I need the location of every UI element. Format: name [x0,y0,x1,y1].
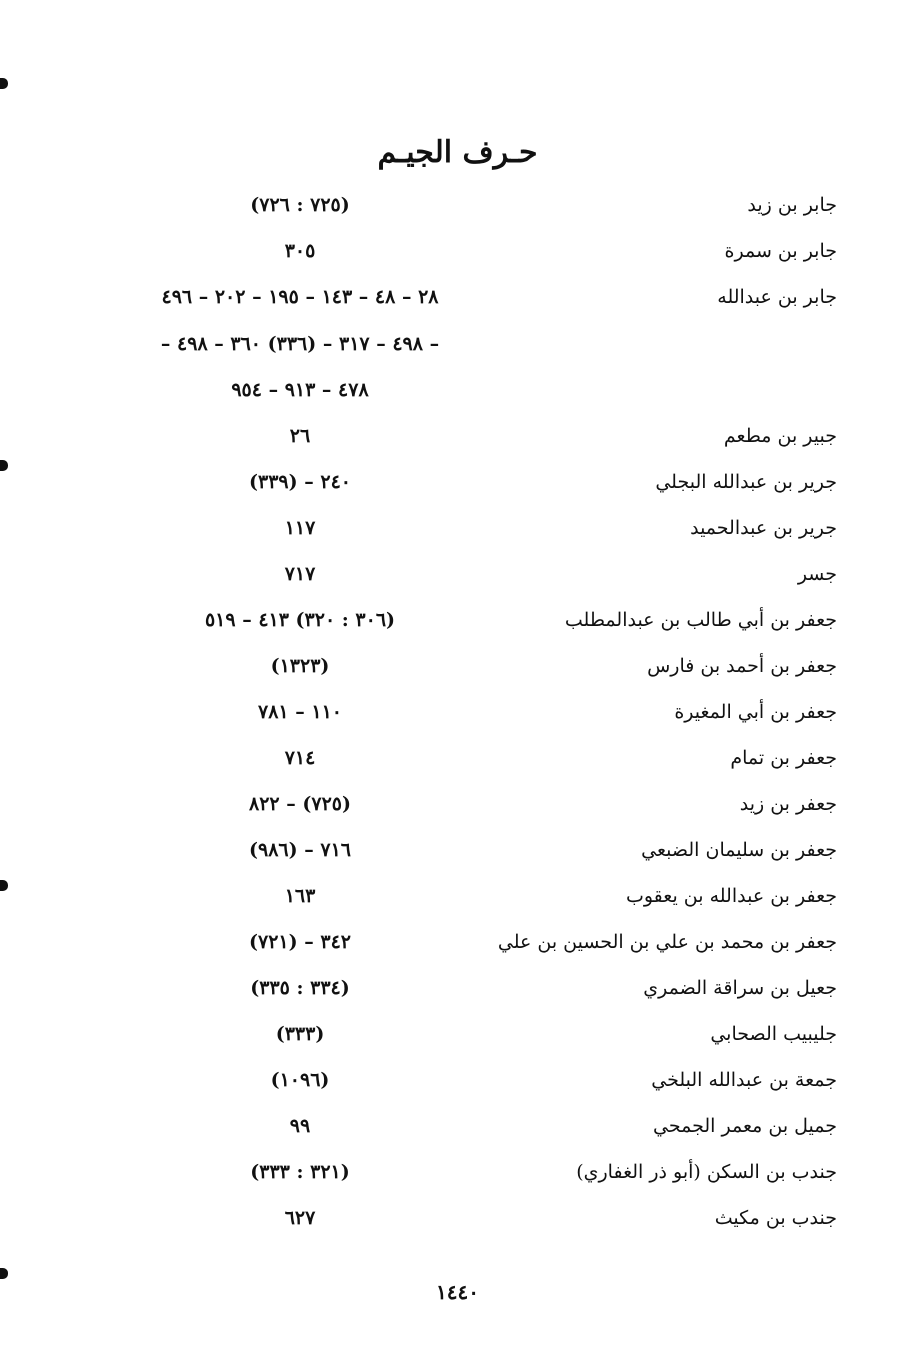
entry-name: جليبيب الصحابي [710,1023,837,1045]
entry-name: جسر [797,563,837,585]
entry-pages: (١٣٢٣) [270,655,330,677]
index-entry [0,1063,915,1109]
entry-name: جعفر بن عبدالله بن يعقوب [625,885,837,907]
entry-pages: ٩٩ [289,1115,311,1137]
entry-name: جميل بن معمر الجمحي [653,1115,837,1137]
entry-pages: ٢٦ [289,425,311,447]
index-entry [0,511,915,557]
entry-name: جابر بن زيد [747,194,837,216]
entry-pages: ١٦٣ [284,885,316,907]
index-entry [0,971,915,1017]
page-number: ١٤٤٠ [436,1280,479,1304]
entry-pages: (٣٠٦ : ٣٢٠) ٤١٣ – ٥١٩ [204,609,396,631]
entry-name: جندب بن مكيث [714,1207,837,1229]
entry-name: جعفر بن تمام [730,747,837,769]
entry-name: جعفر بن أبي طالب بن عبدالمطلب [564,609,837,631]
index-entry [0,741,915,787]
entry-name: جعفر بن سليمان الضبعي [641,839,837,861]
entry-pages: (٣٣٣) [275,1023,325,1045]
index-entry [0,1201,915,1247]
entry-pages: ٧١٤ [284,747,316,769]
index-entry [0,833,915,879]
index-entry [0,603,915,649]
index-entry [0,280,915,326]
entry-name: جرير بن عبدالله البجلي [655,471,837,493]
index-entry [0,1017,915,1063]
entry-pages: ١١٠ – ٧٨١ [258,701,342,723]
entry-pages: – ٤٩٨ – ٣١٧ – (٣٣٦) ٣٦٠ – ٤٩٨ – [160,333,440,355]
entry-pages: ٦٢٧ [284,1207,316,1229]
entry-pages: (٧٢٥) – ٨٢٢ [249,793,351,815]
entry-name: جعيل بن سراقة الضمري [643,977,837,999]
entry-name: جعفر بن زيد [739,793,837,815]
entry-name: جابر بن عبدالله [717,286,837,308]
entry-pages: ٤٧٨ – ٩١٣ – ٩٥٤ [231,379,369,401]
entry-pages: ٧١٧ [284,563,316,585]
entry-name: جمعة بن عبدالله البلخي [651,1069,837,1091]
index-entry-continuation [0,327,915,373]
entry-pages: (٣٢١ : ٣٣٣) [250,1161,350,1183]
entry-pages: ١١٧ [284,517,316,539]
index-entry [0,557,915,603]
scan-edge-mark [0,78,8,89]
entry-name: جعفر بن أبي المغيرة [674,701,837,723]
index-entry [0,1155,915,1201]
entry-pages: ٣٤٢ – (٧٢١) [249,931,351,953]
index-entry [0,1109,915,1155]
index-entry [0,925,915,971]
page-title: حـرف الجيـم [377,135,538,170]
index-entry-continuation [0,373,915,419]
index-entry [0,465,915,511]
index-entry [0,879,915,925]
entry-name: جعفر بن أحمد بن فارس [647,655,837,677]
entry-name: جابر بن سمرة [724,240,837,262]
index-entry [0,695,915,741]
entry-pages: ٣٠٥ [284,240,316,262]
index-entry [0,234,915,280]
entry-pages: ٧١٦ – (٩٨٦) [249,839,351,861]
index-entry [0,649,915,695]
entry-pages: ٢٤٠ – (٣٣٩) [249,471,351,493]
scan-edge-mark [0,1268,8,1279]
entry-pages: (٧٢٥ : ٧٢٦) [250,194,350,216]
entry-name: جعفر بن محمد بن علي بن الحسين بن علي [497,931,837,953]
index-entry [0,419,915,465]
entry-pages: (٣٣٤ : ٣٣٥) [250,977,350,999]
entry-pages: (١٠٩٦) [270,1069,330,1091]
entry-name: جبير بن مطعم [723,425,837,447]
entry-name: جرير بن عبدالحميد [690,517,837,539]
index-entry [0,188,915,234]
entry-name: جندب بن السكن (أبو ذر الغفاري) [576,1161,837,1183]
index-entry [0,787,915,833]
entry-pages: ٢٨ – ٤٨ – ١٤٣ – ١٩٥ – ٢٠٢ – ٤٩٦ [161,286,439,308]
